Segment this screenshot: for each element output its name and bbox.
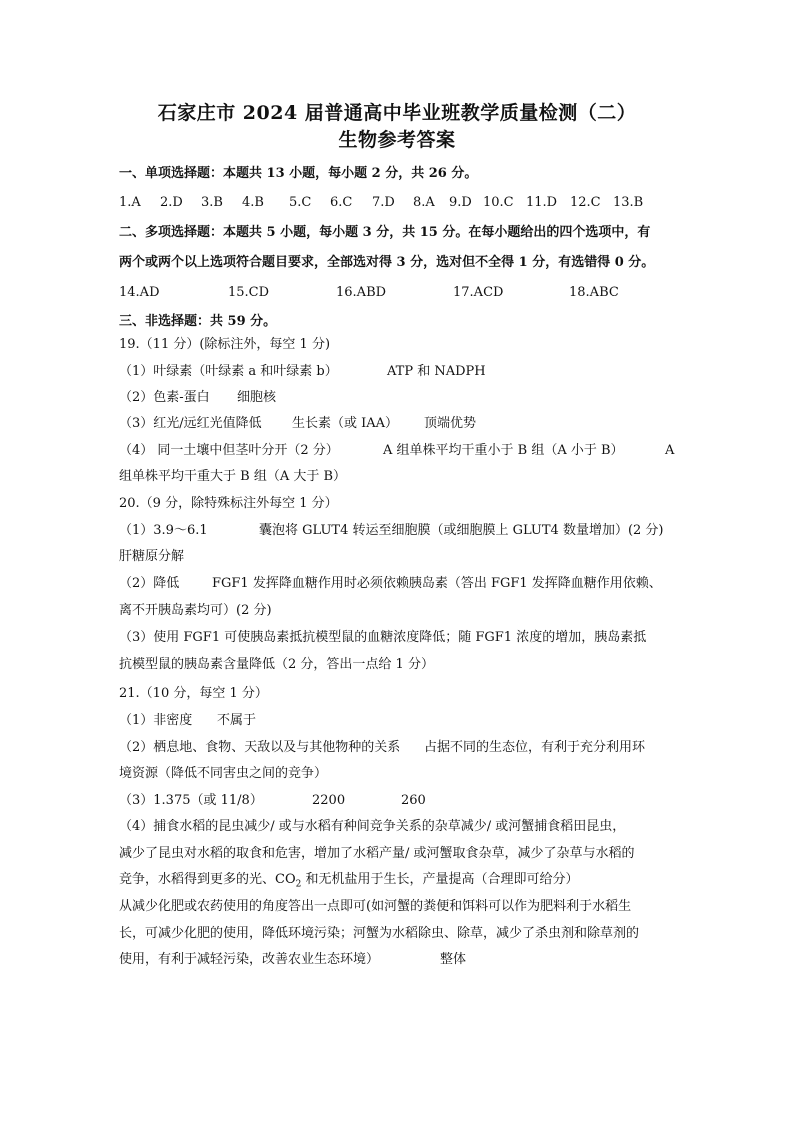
q19-part3-answer-c: 顶端优势 bbox=[424, 416, 477, 431]
q20-part2-continued: 离不开胰岛素均可）(2 分) bbox=[119, 603, 272, 618]
section2-heading-line1: 二、多项选择题：本题共 5 小题，每小题 3 分，共 15 分。在每小题给出的四个选项中，有 bbox=[119, 225, 651, 240]
q19-part3 bbox=[119, 415, 719, 433]
q19-part4-continued: 组单株平均干重大于 B 组（A 大于 B） bbox=[119, 469, 347, 484]
answer-2: 2.D bbox=[160, 195, 183, 210]
page-subtitle: 生物参考答案 bbox=[338, 129, 456, 151]
q19-part3-answer-a: （3）红光/远红光值降低 bbox=[119, 416, 262, 431]
q21-part1 bbox=[119, 712, 719, 730]
q19-part4-answer-b: A 组单株平均干重小于 B 组（A 小于 B） bbox=[383, 443, 624, 458]
answer-5: 5.C bbox=[289, 195, 312, 210]
q19-part4 bbox=[119, 442, 739, 460]
q20-part2 bbox=[119, 575, 739, 593]
answer-14: 14.AD bbox=[119, 285, 160, 300]
q21-part4-line3-text: 竞争，水稻得到更多的光、CO bbox=[119, 872, 296, 887]
q20-part1-answer-b: 囊泡将 GLUT4 转运至细胞膜（或细胞膜上 GLUT4 数量增加）(2 分) bbox=[259, 523, 664, 538]
q20-header: 20.（9 分，除特殊标注外每空 1 分） bbox=[119, 496, 338, 511]
answer-9: 9.D bbox=[449, 195, 472, 210]
q21-part4-line1: （4）捕食水稻的昆虫减少/ 或与水稻有种间竞争关系的杂草减少/ 或河蟹捕食稻田昆虫， bbox=[119, 819, 626, 834]
q21-part2-answer-b: 占据不同的生态位，有利于充分利用环 bbox=[424, 740, 646, 755]
answer-16: 16.ABD bbox=[336, 285, 387, 300]
q21-part4-answer-b: 整体 bbox=[440, 952, 467, 967]
q20-part1-answer-a: （1）3.9～6.1 bbox=[119, 523, 208, 538]
q19-part1 bbox=[119, 363, 719, 381]
answer-3: 3.B bbox=[201, 195, 223, 210]
page-title: 石家庄市 2024 届普通高中毕业班教学质量检测（二） bbox=[157, 102, 637, 124]
q19-header: 19.（11 分）(除标注外，每空 1 分) bbox=[119, 337, 331, 352]
section1-answers bbox=[119, 194, 679, 212]
q21-part1-answer-a: （1）非密度 bbox=[119, 713, 193, 728]
section1-heading: 一、单项选择题：本题共 13 小题，每小题 2 分，共 26 分。 bbox=[119, 166, 478, 181]
q21-part3-answer-c: 260 bbox=[401, 793, 426, 808]
q21-part2 bbox=[119, 739, 739, 757]
q20-part3-continued: 抗模型鼠的胰岛素含量降低（2 分，答出一点给 1 分） bbox=[119, 657, 434, 672]
q21-part3 bbox=[119, 792, 719, 810]
q20-part3: （3）使用 FGF1 可使胰岛素抵抗模型鼠的血糖浓度降低；随 FGF1 浓度的增加，胰岛素抵 bbox=[119, 630, 647, 645]
section2-answers bbox=[119, 284, 679, 302]
answer-6: 6.C bbox=[330, 195, 353, 210]
q20-part1 bbox=[119, 522, 739, 540]
q21-header: 21.（10 分，每空 1 分） bbox=[119, 686, 268, 701]
q20-part2-answer-b: FGF1 发挥降血糖作用时必须依赖胰岛素（答出 FGF1 发挥降血糖作用依赖、 bbox=[212, 576, 662, 591]
q21-part2-answer-a: （2）栖息地、食物、天敌以及与其他物种的关系 bbox=[119, 740, 401, 755]
q19-part2 bbox=[119, 389, 719, 407]
answer-7: 7.D bbox=[372, 195, 395, 210]
answer-4: 4.B bbox=[242, 195, 264, 210]
q19-part4-answer-c: A bbox=[665, 443, 675, 458]
q19-part2-answer-a: （2）色素-蛋白 bbox=[119, 390, 210, 405]
answer-15: 15.CD bbox=[228, 285, 270, 300]
answer-18: 18.ABC bbox=[569, 285, 619, 300]
answer-8: 8.A bbox=[413, 195, 435, 210]
q21-part4-line3 bbox=[119, 871, 734, 894]
q21-part1-answer-b: 不属于 bbox=[217, 713, 257, 728]
q21-part4-answer-a: 使用，有利于减轻污染，改善农业生态环境） bbox=[119, 952, 380, 967]
q21-part3-answer-b: 2200 bbox=[312, 793, 346, 808]
q19-part1-answer-a: （1）叶绿素（叶绿素 a 和叶绿素 b） bbox=[119, 364, 338, 379]
answer-11: 11.D bbox=[526, 195, 558, 210]
answer-1: 1.A bbox=[119, 195, 141, 210]
q21-part4-line3-text-end: 和无机盐用于生长，产量提高（合理即可给分） bbox=[301, 872, 579, 887]
answer-12: 12.C bbox=[570, 195, 601, 210]
q19-part2-answer-b: 细胞核 bbox=[237, 390, 277, 405]
section3-heading: 三、非选择题：共 59 分。 bbox=[119, 314, 277, 329]
q21-part3-answer-a: （3）1.375（或 11/8） bbox=[119, 793, 263, 808]
q21-part4-line5: 长，可减少化肥的使用，降低环境污染；河蟹为水稻除虫、除草，减少了杀虫剂和除草剂的 bbox=[119, 926, 640, 941]
co2-subscript: 2 bbox=[295, 879, 302, 890]
q20-part1-continued: 肝糖原分解 bbox=[119, 549, 185, 564]
answer-13: 13.B bbox=[613, 195, 644, 210]
q21-part2-continued: 境资源（降低不同害虫之间的竞争） bbox=[119, 766, 328, 781]
q21-part4-line2: 减少了昆虫对水稻的取食和危害，增加了水稻产量/ 或河蟹取食杂草，减少了杂草与水稻的 bbox=[119, 846, 635, 861]
q19-part1-answer-b: ATP 和 NADPH bbox=[387, 364, 486, 379]
q19-part3-answer-b: 生长素（或 IAA） bbox=[292, 416, 399, 431]
answer-17: 17.ACD bbox=[453, 285, 504, 300]
q19-part4-answer-a: （4） 同一土壤中但茎叶分开（2 分） bbox=[119, 443, 339, 458]
q21-part4-line4: 从减少化肥或农药使用的角度答出一点即可(如河蟹的粪便和饵料可以作为肥料利于水稻生 bbox=[119, 899, 632, 914]
q20-part2-answer-a: （2）降低 bbox=[119, 576, 180, 591]
answer-10: 10.C bbox=[483, 195, 514, 210]
section2-heading-line2: 两个或两个以上选项符合题目要求，全部选对得 3 分，选对但不全得 1 分，有选错得 0 分。 bbox=[119, 255, 655, 270]
q21-part4-line6 bbox=[119, 951, 739, 969]
